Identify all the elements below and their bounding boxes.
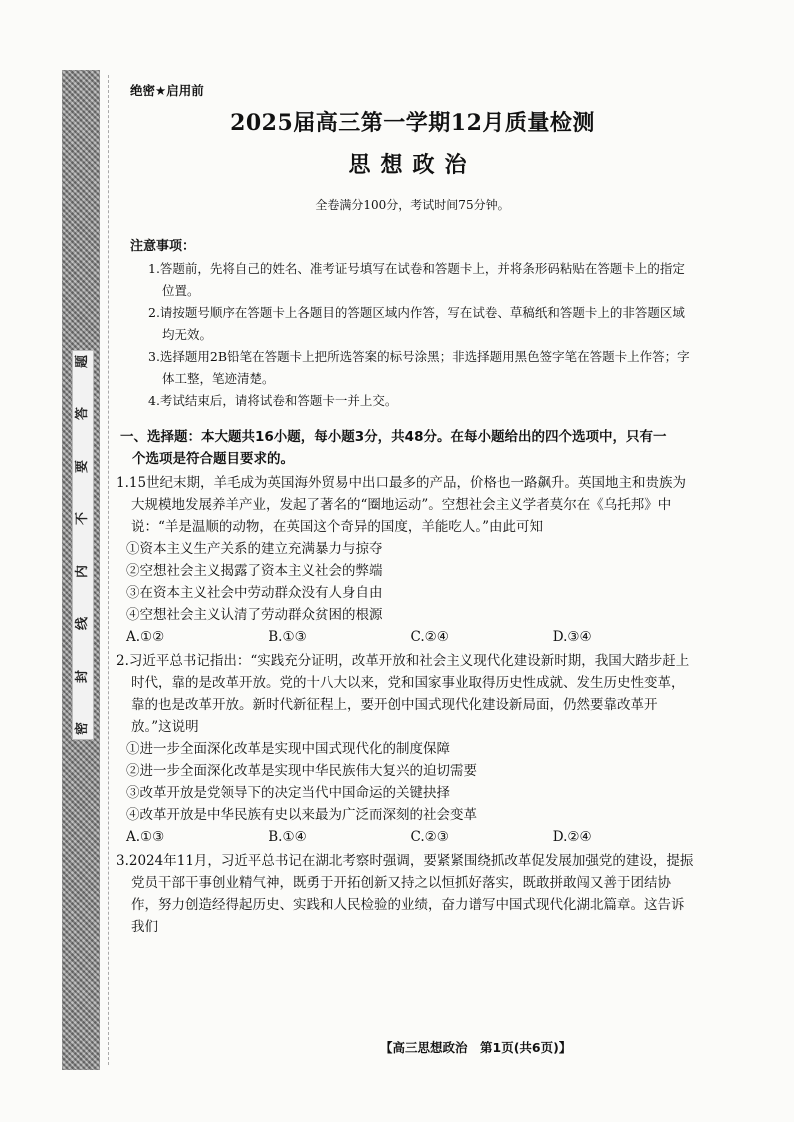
question-option: ③改革开放是党领导下的决定当代中国命运的关键抉择 [126,785,450,801]
note-item: 2.请按题号顺序在答题卡上各题目的答题区域内作答，写在试卷、草稿纸和答题卡上的非答题区域均无效。 [148,305,685,342]
question-stem: 3.2024年11月，习近平总书记在湖北考察时强调，要紧紧围绕抓改革促发展加强党的建设，提振党员干部干事创业精气神，既勇于开拓创新又持之以恒抓好落实，既敢拼敢闯又善于团结协作，努力创造经得起历史、实践和人民检验的业绩，奋力谱写中国式现代化湖北篇章。这告诉我们 [116,853,694,935]
choice-b: B.①③ [268,629,307,645]
question-option: ①进一步全面深化改革是实现中国式现代化的制度保障 [126,741,450,757]
choice-d: D.②④ [552,829,592,845]
question-2 [116,650,695,848]
cut-line [108,75,109,1065]
question-stem: 1.15世纪末期，羊毛成为英国海外贸易中出口最多的产品，价格也一路飙升。英国地主和贵族为大规模地发展养羊产业，发起了著名的“圈地运动”。空想社会主义学者莫尔在《乌托邦》中说：“羊是温顺的动物，在英国这个奇异的国度，羊能吃人。”由此可知 [116,475,687,535]
question-3 [116,850,695,938]
question-option: ①资本主义生产关系的建立充满暴力与掠夺 [126,541,383,557]
exam-title: 2025届高三第一学期12月质量检测 [230,110,595,136]
question-1 [116,472,695,648]
section-line: 个选项是符合题目要求的。 [132,451,294,467]
note-item: 1.答题前，先将自己的姓名、准考证号填写在试卷和答题卡上，并将条形码粘贴在答题卡上的指定位置。 [148,261,685,298]
question-stem: 2.习近平总书记指出：“实践充分证明，改革开放和社会主义现代化建设新时期，我国大踏步赶上时代，靠的是改革开放。党的十八大以来，党和国家事业取得历史性成就、发生历史性变革，靠的也是改革开放。新时代新征程上，要开创中国式现代化建设新局面，仍然要靠改革开放。”这说明 [116,653,690,735]
notes-title: 注意事项： [130,239,196,254]
binding-char: 封 [75,669,91,683]
binding-char: 不 [75,512,91,526]
choice-c: C.②③ [410,829,449,845]
exam-content [116,80,695,938]
choice-a: A.①③ [126,829,165,845]
binding-char: 答 [75,407,91,421]
choice-a: A.①② [126,629,165,645]
answer-choices [116,626,695,648]
note-item: 3.选择题用2B铅笔在答题卡上把所选答案的标号涂黑；非选择题用黑色签字笔在答题卡上作答；字体工整，笔迹清楚。 [148,349,690,386]
question-option: ④空想社会主义认清了劳动群众贫困的根源 [126,607,383,623]
question-option: ②进一步全面深化改革是实现中华民族伟大复兴的迫切需要 [126,763,477,779]
binding-char: 内 [75,564,91,578]
question-option: ④改革开放是中华民族有史以来最为广泛而深刻的社会变革 [126,807,477,823]
question-option: ②空想社会主义揭露了资本主义社会的弊端 [126,563,383,579]
secret-mark: 绝密★启用前 [130,83,204,98]
page-footer: 【高三思想政治 第1页(共6页)】 [380,1040,572,1055]
exam-subject: 思想政治 [348,152,477,178]
answer-choices [116,826,695,848]
binding-char: 要 [75,459,91,473]
choice-b: B.①④ [268,829,307,845]
section-heading [120,426,695,470]
binding-char: 题 [75,354,91,369]
binding-char: 密 [75,721,91,735]
binding-label [72,350,94,740]
section-line: 一、选择题：本大题共16小题，每小题3分，共48分。在每小题给出的四个选项中，只有一 [120,429,667,445]
question-option: ③在资本主义社会中劳动群众没有人身自由 [126,585,383,601]
choice-c: C.②④ [410,629,449,645]
choice-d: D.③④ [552,629,592,645]
binding-char: 线 [75,617,91,631]
score-info: 全卷满分100分，考试时间75分钟。 [315,198,510,212]
note-item: 4.考试结束后，请将试卷和答题卡一并上交。 [148,393,398,408]
